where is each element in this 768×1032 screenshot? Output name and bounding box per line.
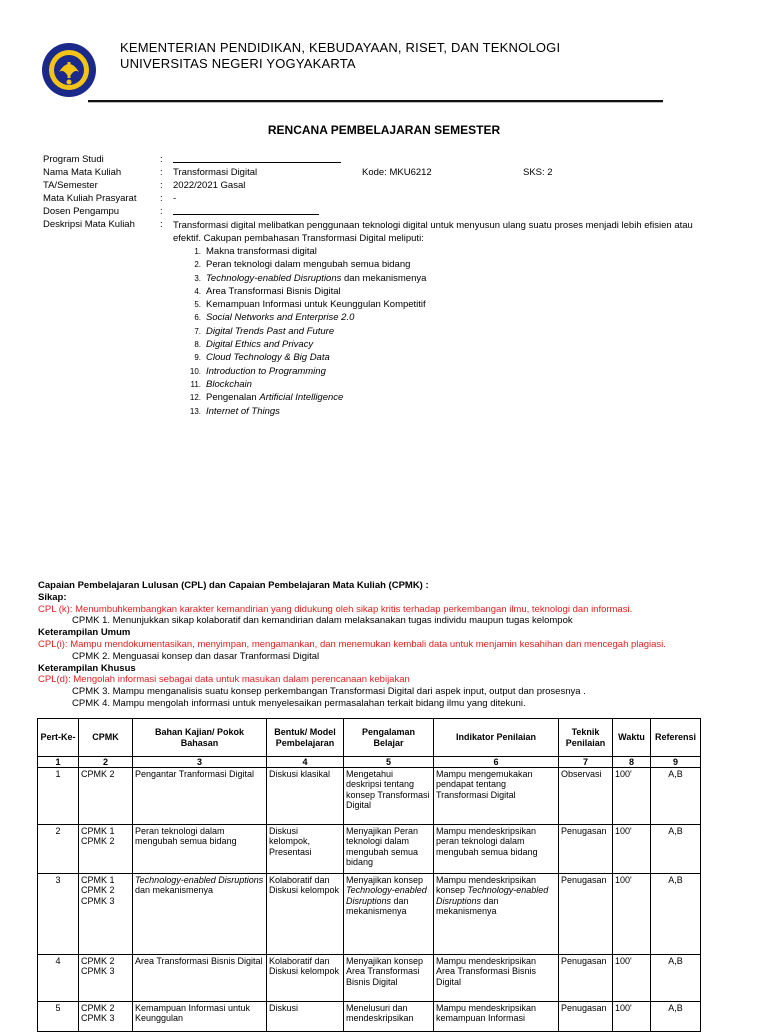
program-studi-blank [173, 153, 341, 167]
col-header-indikator: Indikator Penilaian [434, 719, 559, 757]
cell-bahan: Peran teknologi dalam mengubah semua bidang [133, 825, 267, 874]
cell-bahan: Area Transformasi Bisnis Digital [133, 955, 267, 1002]
info-colon: : [160, 193, 163, 204]
rps-table [37, 718, 701, 1032]
col-number: 4 [267, 757, 344, 768]
course-credits: SKS: 2 [523, 167, 553, 178]
col-header-bahan: Bahan Kajian/ Pokok Bahasan [133, 719, 267, 757]
cell-pengalaman: Menelusuri dan mendeskripsikan [344, 1002, 434, 1032]
list-item: 1. Makna transformasi digital [194, 246, 317, 257]
cell-teknik: Penugasan [559, 955, 613, 1002]
col-number: 5 [344, 757, 434, 768]
list-item: 2. Peran teknologi dalam mengubah semua bidang [194, 259, 411, 271]
cell-bahan: Technology-enabled Disruptions dan mekanismenya [133, 874, 267, 955]
cell-indikator: Mampu mengemukakan pendapat tentang Transformasi Digital [434, 768, 559, 825]
document-title: RENCANA PEMBELAJARAN SEMESTER [267, 123, 501, 137]
info-colon: : [160, 206, 163, 217]
info-value: - [173, 193, 177, 204]
cpmk-3: CPMK 3. Mampu menganalisis suatu konsep perkembangan Transformasi Digital dari aspek input, output dan prosesnya . [72, 686, 586, 698]
cell-ref: A,B [651, 955, 701, 1002]
info-value: 2022/2021 Gasal [173, 180, 246, 191]
cell-bentuk: Diskusi [267, 1002, 344, 1032]
cell-pengalaman: Menyajikan konsep Area Transformasi Bisnis Digital [344, 955, 434, 1002]
cpl-section [38, 580, 738, 710]
cell-indikator: Mampu mendeskripsikan Area Transformasi Bisnis Digital [434, 955, 559, 1002]
cell-bentuk: Diskusi klasikal [267, 768, 344, 825]
ministry-name: KEMENTERIAN PENDIDIKAN, KEBUDAYAAN, RISET, DAN TEKNOLOGI [120, 40, 561, 55]
cell-teknik: Observasi [559, 768, 613, 825]
info-label: Deskripsi Mata Kuliah [43, 219, 135, 230]
cell-ref: A,B [651, 874, 701, 955]
list-item: 6. Social Networks and Enterprise 2.0 [194, 312, 355, 324]
col-number: 1 [38, 757, 79, 768]
col-number: 3 [133, 757, 267, 768]
list-item: 5. Kemampuan Informasi untuk Keunggulan Kompetitif [194, 299, 426, 311]
cell-waktu: 100' [613, 955, 651, 1002]
course-code: Kode: MKU6212 [362, 167, 432, 178]
info-label: TA/Semester [43, 180, 98, 191]
list-item: 7. Digital Trends Past and Future [194, 325, 335, 337]
cell-teknik: Penugasan [559, 1002, 613, 1032]
cell-cpmk: CPMK 1 CPMK 2 CPMK 3 [79, 874, 133, 955]
cell-cpmk: CPMK 1 CPMK 2 [79, 825, 133, 874]
col-header-referensi: Referensi [651, 719, 701, 757]
table-row [38, 955, 701, 1002]
cpmk-4: CPMK 4. Mampu mengolah informasi untuk menyelesaikan permasalahan terkait bidang ilmu yang ditekuni. [72, 697, 526, 709]
keterampilan-umum-heading: Keterampilan Umum [38, 627, 131, 639]
table-row [38, 768, 701, 825]
cell-indikator: Mampu mendeskripsikan peran teknologi dalam mengubah semua bidang [434, 825, 559, 874]
col-header-teknik: Teknik Penilaian [559, 719, 613, 757]
cell-pengalaman: Mengetahui deskripsi tentang konsep Transformasi Digital [344, 768, 434, 825]
info-row-dosen [43, 205, 733, 218]
cell-waktu: 100' [613, 825, 651, 874]
list-item: 11. Blockchain [190, 378, 252, 390]
cell-cpmk: CPMK 2 CPMK 3 [79, 955, 133, 1002]
info-value: Transformasi Digital [173, 167, 258, 178]
col-number: 6 [434, 757, 559, 768]
info-colon: : [160, 180, 163, 191]
cell-ref: A,B [651, 768, 701, 825]
list-item: 4. Area Transformasi Bisnis Digital [194, 285, 341, 297]
course-description: Transformasi digital melibatkan penggunaan teknologi digital untuk menyusun ulang suatu proses menjadi lebih efisien atau efektif. Cakupan pembahasan Transformasi Digital meliputi: [173, 220, 693, 244]
info-colon: : [160, 219, 163, 230]
list-item: 13. Internet of Things [189, 405, 280, 417]
cpl-k: CPL (k): Menumbuhkembangkan karakter kemandirian yang didukung oleh sikap kritis terhadap perkembangan ilmu, teknologi dan informasi. [38, 603, 633, 615]
table-row [38, 874, 701, 955]
col-number: 9 [651, 757, 701, 768]
col-number: 8 [613, 757, 651, 768]
cell-ref: A,B [651, 1002, 701, 1032]
list-item: 12. Pengenalan Artificial Intelligence [189, 392, 344, 404]
list-item: 10. Introduction to Programming [189, 365, 326, 377]
cell-bentuk: Kolaboratif dan Diskusi kelompok [267, 874, 344, 955]
info-row-nama-mk [43, 166, 733, 179]
cpl-heading: Capaian Pembelajaran Lulusan (CPL) dan Capaian Pembelajaran Mata Kuliah (CPMK) : [38, 580, 429, 591]
info-label: Program Studi [43, 154, 104, 165]
col-header-bentuk: Bentuk/ Model Pembelajaran [267, 719, 344, 757]
list-item: 9. Cloud Technology & Big Data [194, 352, 330, 364]
info-row-prasyarat [43, 192, 733, 205]
cell-teknik: Penugasan [559, 874, 613, 955]
info-row-semester [43, 179, 733, 192]
topic-list [173, 245, 426, 418]
cell-pengalaman: Menyajikan Peran teknologi dalam mengubah semua bidang [344, 825, 434, 874]
cell-pert: 5 [38, 1002, 79, 1032]
table-row [38, 1002, 701, 1032]
cpmk-2: CPMK 2. Menguasai konsep dan dasar Tranformasi Digital [72, 650, 320, 662]
info-colon: : [160, 154, 163, 165]
cell-teknik: Penugasan [559, 825, 613, 874]
header-rule-shadow [88, 102, 663, 103]
table-header-row [38, 719, 701, 757]
cell-waktu: 100' [613, 768, 651, 825]
col-header-cpmk: CPMK [79, 719, 133, 757]
cell-bahan: Pengantar Tranformasi Digital [133, 768, 267, 825]
cell-pert: 4 [38, 955, 79, 1002]
info-colon: : [160, 167, 163, 178]
list-item: 3. Technology-enabled Disruptions dan mekanismenya [194, 272, 427, 284]
cell-indikator: Mampu mendeskripsikan konsep Technology-enabled Disruptions dan mekanismenya [434, 874, 559, 955]
info-label: Nama Mata Kuliah [43, 167, 122, 178]
cell-waktu: 100' [613, 874, 651, 955]
cell-cpmk: CPMK 2 [79, 768, 133, 825]
cell-pert: 2 [38, 825, 79, 874]
info-label: Dosen Pengampu [43, 206, 120, 217]
cpmk-1: CPMK 1. Menunjukkan sikap kolaboratif dan kemandirian dalam melaksanakan tugas individu maupun tugas kelompok [72, 615, 573, 627]
sikap-heading: Sikap: [38, 591, 67, 603]
list-item: 8. Digital Ethics and Privacy [194, 339, 314, 351]
dosen-blank [173, 205, 319, 219]
cell-pengalaman: Menyajikan konsep Technology-enabled Disruptions dan mekanismenya [344, 874, 434, 955]
cell-pert: 3 [38, 874, 79, 955]
university-name: UNIVERSITAS NEGERI YOGYAKARTA [120, 56, 356, 71]
cell-cpmk: CPMK 2 CPMK 3 [79, 1002, 133, 1032]
col-number: 7 [559, 757, 613, 768]
table-number-row [38, 757, 701, 768]
col-header-pengalaman: Pengalaman Belajar [344, 719, 434, 757]
cell-pert: 1 [38, 768, 79, 825]
cell-ref: A,B [651, 825, 701, 874]
cell-bentuk: Kolaboratif dan Diskusi kelompok [267, 955, 344, 1002]
col-number: 2 [79, 757, 133, 768]
cell-indikator: Mampu mendeskripsikan kemampuan Informasi [434, 1002, 559, 1032]
col-header-pert: Pert-Ke- [38, 719, 79, 757]
info-label: Mata Kuliah Prasyarat [43, 193, 137, 204]
cpl-d: CPL(d): Mengolah informasi sebagai data untuk masukan dalam perencanaan kebijakan [38, 674, 410, 686]
cell-bahan: Kemampuan Informasi untuk Keunggulan [133, 1002, 267, 1032]
info-row-program-studi [43, 153, 733, 166]
cell-waktu: 100' [613, 1002, 651, 1032]
cell-bentuk: Diskusi kelompok, Presentasi [267, 825, 344, 874]
keterampilan-khusus-heading: Keterampilan Khusus [38, 662, 136, 674]
cpl-i: CPL(i): Mampu mendokumentasikan, menyimpan, mengamankan, dan menemukan kembali data untuk menjamin kesahihan dan mencegah plagiasi. [38, 638, 666, 650]
university-logo [41, 42, 97, 98]
col-header-waktu: Waktu [613, 719, 651, 757]
table-row [38, 825, 701, 874]
